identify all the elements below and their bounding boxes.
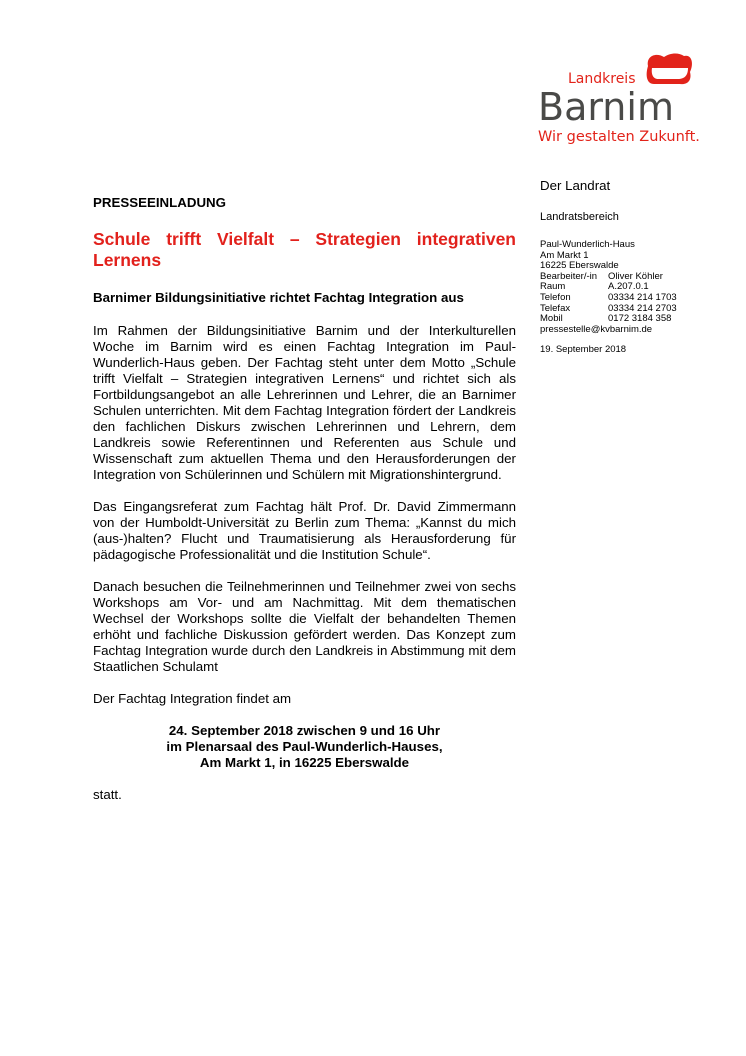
- document-body: [93, 323, 516, 819]
- event-venue: im Plenarsaal des Paul-Wunderlich-Hauses,: [166, 739, 443, 754]
- event-date: 24. September 2018 zwischen 9 und 16 Uhr: [168, 723, 441, 738]
- landkreis-barnim-logo: [538, 52, 698, 147]
- logo-heart-icon: [644, 52, 694, 86]
- logo-name: Barnim: [538, 85, 674, 129]
- address-line: 16225 Eberswalde: [540, 260, 619, 272]
- contact-label: Mobil: [540, 313, 563, 325]
- address-line: Paul-Wunderlich-Haus: [540, 239, 635, 250]
- contact-label: Telefon: [540, 291, 571, 303]
- email-link[interactable]: pressestelle@kvbarnim.de: [540, 323, 653, 335]
- sidebar-heading: Der Landrat: [540, 178, 611, 193]
- closing-text: statt.: [93, 787, 122, 802]
- address-line: Am Markt 1: [540, 249, 589, 261]
- document-date: 19. September 2018: [540, 344, 627, 356]
- sidebar-department: Landratsbereich: [540, 211, 619, 223]
- document-subtitle: Barnimer Bildungsinitiative richtet Fachtag Integration aus: [93, 290, 464, 305]
- body-paragraph: Der Fachtag Integration findet am: [93, 691, 292, 706]
- body-paragraph: Im Rahmen der Bildungsinitiative Barnim und der Interkulturellen Woche im Barnim wird es einen Fachtag Integration im Paul-Wunderlich-Haus geben. Der Fachtag steht unter dem Motto „Schule trifft Vielfalt – Strategien integrativen Lernens“ und richtet sich als Fortbildungsangebot an alle Lehrerinnen und Lehrer, die an Barnimer Schulen unterrichten. Mit dem Fachtag Integration fördert der Landkreis den fachlichen Diskurs zwischen Lehrerinnen und Lehrern, dem Landkreis sowie Referentinnen und Referenten aus Schule und Wissenschaft zum aktuellen Thema und den Herausforderungen der Integration von Schülerinnen und Schülern mit Migrationshintergrund.: [93, 323, 516, 482]
- contact-row: [540, 293, 677, 304]
- logo-slogan: Wir gestalten Zukunft.: [538, 129, 700, 145]
- contact-value: 03334 214 2703: [608, 302, 677, 314]
- logo-top-text: Landkreis: [568, 71, 636, 87]
- sidebar-contact-block: [540, 240, 677, 356]
- contact-label: Bearbeiter/-in: [540, 270, 598, 282]
- body-paragraph: Das Eingangsreferat zum Fachtag hält Prof. Dr. David Zimmermann von der Humboldt-Universität zu Berlin zum Thema: „Kannst du mich (aus-)halten? Flucht und Traumatisierung als Herausforderung für pädagogische Professionalität und die Institution Schule“.: [93, 499, 516, 562]
- contact-value: A.207.0.1: [608, 281, 649, 293]
- body-paragraph: Danach besuchen die Teilnehmerinnen und Teilnehmer zwei von sechs Workshops am Vor- und am Nachmittag. Mit dem thematischen Wechsel der Workshops sollte die Vielfalt der behandelten Themen erhöht und fachliche Diskussion gefördert werden. Das Konzept zum Fachtag Integration wurde durch den Landkreis in Abstimmung mit dem Staatlichen Schulamt: [93, 579, 516, 674]
- event-details: [93, 723, 516, 771]
- document-title: Schule trifft Vielfalt – Strategien integrativen Lernens: [93, 229, 516, 270]
- contact-value: 03334 214 1703: [608, 291, 677, 303]
- event-address: Am Markt 1, in 16225 Eberswalde: [199, 755, 410, 770]
- contact-value: Oliver Köhler: [608, 270, 663, 282]
- contact-label: Raum: [540, 281, 566, 293]
- document-kicker: PRESSEEINLADUNG: [93, 195, 226, 210]
- contact-label: Telefax: [540, 302, 571, 314]
- contact-value: 0172 3184 358: [608, 313, 672, 325]
